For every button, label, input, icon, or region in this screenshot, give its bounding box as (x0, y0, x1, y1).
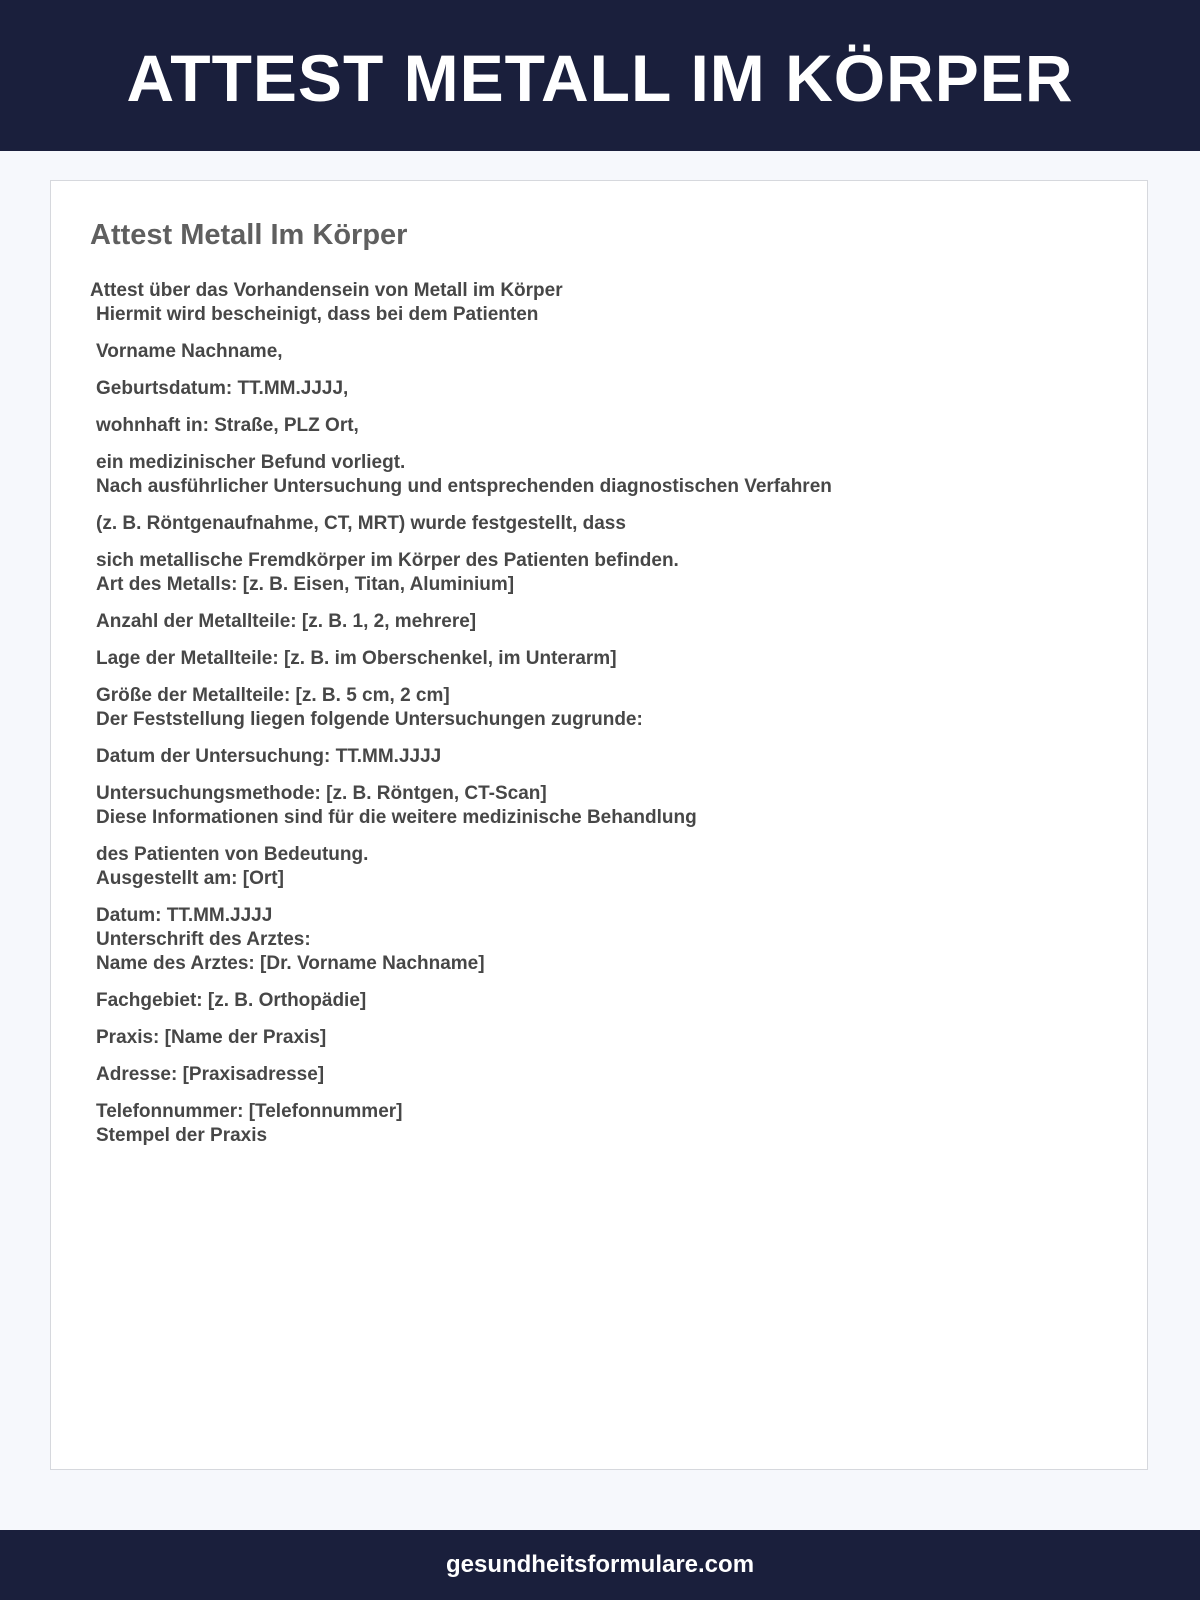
document-line: ein medizinischer Befund vorliegt. (96, 452, 406, 473)
page-header (0, 0, 1200, 151)
document-line: Der Feststellung liegen folgende Untersuchungen zugrunde: (96, 709, 643, 730)
document-card (50, 180, 1148, 1470)
header-title: ATTEST METALL IM KÖRPER (126, 40, 1074, 115)
document-line: wohnhaft in: Straße, PLZ Ort, (96, 415, 359, 436)
document-line: Geburtsdatum: TT.MM.JJJJ, (96, 378, 349, 399)
metal-type-group (90, 549, 1090, 597)
specialty-line (90, 989, 1090, 1013)
document-line: des Patienten von Bedeutung. (96, 844, 369, 865)
document-line: Praxis: [Name der Praxis] (96, 1027, 327, 1048)
footer-site-name: gesundheitsformulare.com (445, 1551, 755, 1578)
document-line: Anzahl der Metallteile: [z. B. 1, 2, mehrere] (96, 611, 477, 632)
metal-size-group (90, 684, 1090, 732)
metal-location-line (90, 647, 1090, 671)
document-line: Nach ausführlicher Untersuchung und entsprechenden diagnostischen Verfahren (96, 476, 832, 497)
document-line: Attest über das Vorhandensein von Metall im Körper (90, 280, 563, 301)
finding-group (90, 451, 1090, 499)
document-line: Ausgestellt am: [Ort] (96, 868, 284, 889)
address-line (90, 1063, 1090, 1087)
document-line: Stempel der Praxis (96, 1125, 268, 1146)
metal-count-line (90, 610, 1090, 634)
phone-stamp-group (90, 1100, 1090, 1148)
diagnostics-line (90, 512, 1090, 536)
document-line: Datum der Untersuchung: TT.MM.JJJJ (96, 746, 442, 767)
exam-method-group (90, 782, 1090, 830)
document-line: Untersuchungsmethode: [z. B. Röntgen, CT-Scan] (96, 783, 547, 804)
document-line: Unterschrift des Arztes: (96, 929, 311, 950)
document-line: sich metallische Fremdkörper im Körper des Patienten befinden. (96, 550, 679, 571)
exam-date-line (90, 745, 1090, 769)
signature-group (90, 904, 1090, 976)
patient-address-line (90, 414, 1090, 438)
patient-name-line (90, 340, 1090, 364)
document-line: Datum: TT.MM.JJJJ (96, 905, 273, 926)
document-line: Hiermit wird bescheinigt, dass bei dem Patienten (96, 304, 539, 325)
page-footer (0, 1530, 1200, 1600)
document-line: Name des Arztes: [Dr. Vorname Nachname] (96, 953, 485, 974)
patient-birthdate-line (90, 377, 1090, 401)
document-line: (z. B. Röntgenaufnahme, CT, MRT) wurde festgestellt, dass (96, 513, 626, 534)
document-line: Adresse: [Praxisadresse] (96, 1064, 325, 1085)
document-line: Art des Metalls: [z. B. Eisen, Titan, Aluminium] (96, 574, 515, 595)
practice-line (90, 1026, 1090, 1050)
document-body (90, 279, 1090, 1148)
document-line: Telefonnummer: [Telefonnummer] (96, 1101, 403, 1122)
document-line: Lage der Metallteile: [z. B. im Oberschenkel, im Unterarm] (96, 648, 617, 669)
document-title: Attest Metall Im Körper (90, 219, 408, 251)
document-line: Fachgebiet: [z. B. Orthopädie] (96, 990, 367, 1011)
section-heading (90, 279, 1090, 327)
document-line: Größe der Metallteile: [z. B. 5 cm, 2 cm] (96, 685, 450, 706)
document-line: Diese Informationen sind für die weitere medizinische Behandlung (96, 807, 697, 828)
importance-group (90, 843, 1090, 891)
document-line: Vorname Nachname, (96, 341, 283, 362)
